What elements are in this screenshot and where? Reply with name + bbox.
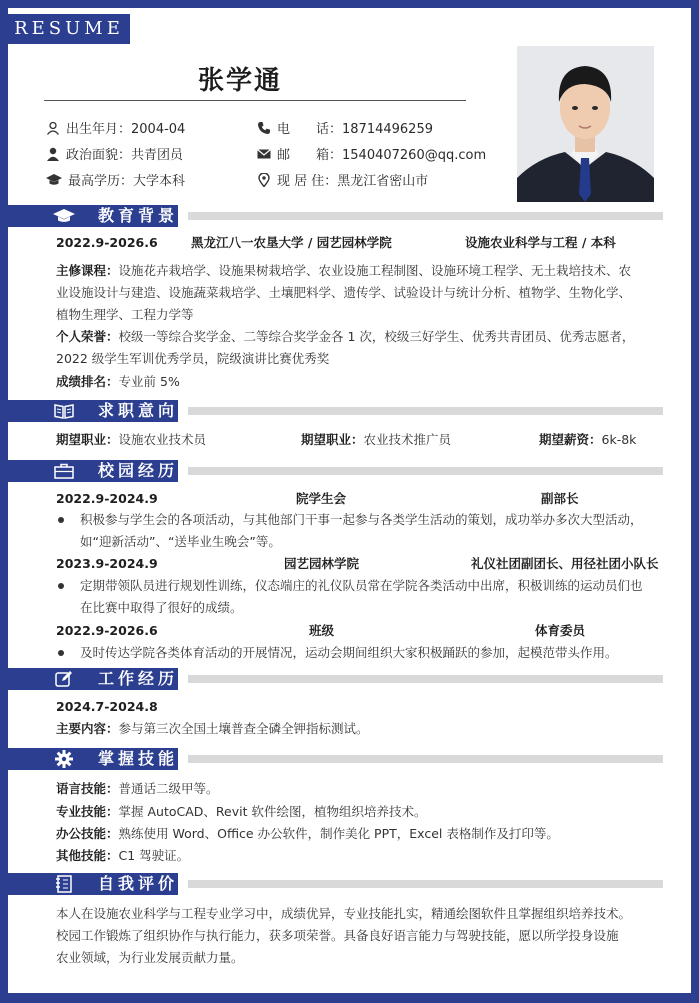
phone-label: 电 话： [277,122,343,137]
envelope-icon [257,147,271,161]
section-self-header [8,873,691,895]
birth-label: 出生年月： [66,122,132,137]
campus-1-desc [80,509,670,553]
job2-label: 期望职业： [301,432,364,447]
self-evaluation [56,903,666,969]
skill-office [56,824,559,844]
honors-line-2: 2022 级学生军训优秀学员，院级演讲比赛优秀奖 [56,351,330,366]
work-content-value: 参与第三次全国土壤普查全磷全钾指标测试。 [118,721,369,736]
skill-language [56,779,219,799]
edit-icon [52,669,76,689]
location-pin-icon [257,173,271,187]
campus-1-role: 副部长 [541,491,579,506]
section-skills-header [8,748,691,770]
job1-value: 设施农业技术员 [118,432,207,447]
phone-icon [257,121,271,135]
intent-job-2 [301,430,451,450]
phone-value: 18714496259 [342,122,433,137]
self-line-2: 校园工作锻炼了组织协作与执行能力，获多项荣誉。具备良好语言能力与驾驶技能，愿以所学投身设施 [56,928,619,943]
intent-job-1 [56,430,206,450]
gear-icon [52,749,76,769]
birth-info [46,118,185,137]
political-info [46,144,183,163]
education-info [46,170,185,189]
rank-label: 成绩排名： [56,374,119,389]
other-value: C1 驾驶证。 [118,848,190,863]
courses-label: 主修课程： [56,263,119,278]
pro-label: 专业技能： [56,804,119,819]
bullet [58,517,64,523]
pro-value: 掌握 AutoCAD、Revit 软件绘图，植物组织培养技术。 [118,804,427,819]
education-label: 最高学历： [68,174,134,189]
other-label: 其他技能： [56,848,119,863]
edu-major: 设施农业科学与工程 / 本科 [465,235,616,250]
campus-1-line-2: 如“迎新活动”、“送毕业生晚会”等。 [80,534,281,549]
bullet [58,583,64,589]
person-outline-icon [46,121,60,135]
section-title: 自我评价 [98,874,179,893]
birth-value: 2004-04 [131,122,186,137]
campus-3-org: 班级 [309,623,335,638]
notebook-icon [52,874,76,894]
courses-line-1: 设施花卉栽培学、设施果树栽培学、农业设施工程制图、设施环境工程学、无土栽培技术、农 [118,263,632,278]
courses-line-2: 业设施设计与建造、设施蔬菜栽培学、土壤肥料学、遗传学、试验设计与统计分析、植物学、生物化学、 [56,285,632,300]
graduation-cap-icon [46,173,62,187]
campus-2-line-1: 定期带领队员进行规划性训练，仪态端庄的礼仪队员常在学院各类活动中出席，积极训练的运动员们也 [80,578,643,593]
skill-professional [56,802,426,822]
courses-line-3: 植物生理学、工程力学等 [56,307,194,322]
lang-label: 语言技能： [56,781,119,796]
section-education-header [8,205,691,227]
self-line-3: 农业领域，为行业发展贡献力量。 [56,950,244,965]
job1-label: 期望职业： [56,432,119,447]
campus-1-period: 2022.9-2024.9 [56,491,158,506]
salary-value: 6k-8k [601,432,637,447]
salary-label: 期望薪资： [539,432,602,447]
section-intent-header [8,400,691,422]
campus-2-org: 园艺园林学院 [284,556,360,571]
email-info [257,144,486,163]
skill-other [56,846,189,866]
rank-value: 专业前 5% [118,374,180,389]
campus-1-line-1: 积极参与学生会的各项活动，与其他部门干事一起参与各类学生活动的策划，成功举办多次大型活动， [80,512,643,527]
campus-1-org: 院学生会 [296,491,347,506]
candidate-name: 张学通 [198,66,283,96]
campus-2-role: 礼仪社团副团长、用径社团小队长 [471,556,659,571]
work-content [56,719,369,739]
address-label: 现 居 住： [277,174,338,189]
graduation-cap-icon [52,206,76,226]
edu-rank [56,372,180,392]
campus-3-role: 体育委员 [535,623,586,638]
job2-value: 农业技术推广员 [363,432,452,447]
honors-label: 个人荣誉： [56,329,119,344]
campus-2-line-2: 在比赛中取得了很好的成绩。 [80,600,243,615]
honors-line-1: 校级一等综合奖学金、二等综合奖学金各 1 次，校级三好学生、优秀共青团员、优秀志愿者， [118,329,635,344]
section-title: 求职意向 [98,401,179,420]
section-title: 校园经历 [98,461,179,480]
intent-salary [539,430,636,450]
campus-2-period: 2023.9-2024.9 [56,556,158,571]
education-value: 大学本科 [133,174,186,189]
address-info [257,170,428,189]
name-divider [44,100,466,101]
work-period: 2024.7-2024.8 [56,699,158,714]
email-value: 1540407260@qq.com [342,148,487,163]
edu-courses [56,260,656,326]
edu-honors [56,326,656,370]
bullet [58,650,64,656]
profile-photo [517,46,654,202]
campus-2-desc [80,575,670,619]
phone-info [257,118,433,137]
office-value: 熟练使用 Word、Office 办公软件，制作美化 PPT，Excel 表格制作及打印等。 [118,826,559,841]
edu-period: 2022.9-2026.6 [56,235,158,250]
person-filled-icon [46,147,60,161]
email-label: 邮 箱： [277,148,343,163]
resume-page [8,8,691,993]
edu-school: 黑龙江八一农垦大学 / 园艺园林学院 [191,235,392,250]
self-line-1: 本人在设施农业科学与工程专业学习中，成绩优异，专业技能扎实，精通绘图软件且掌握组织培养技术。 [56,906,632,921]
work-content-label: 主要内容： [56,721,119,736]
book-icon [52,401,76,421]
resume-label: RESUME [8,14,130,44]
campus-3-period: 2022.9-2026.6 [56,623,158,638]
campus-3-desc [80,642,670,664]
briefcase-icon [52,461,76,481]
section-title: 掌握技能 [98,749,179,768]
political-value: 共青团员 [131,148,184,163]
political-label: 政治面貌： [66,148,132,163]
campus-3-line-1: 及时传达学院各类体育活动的开展情况，运动会期间组织大家积极踊跃的参加，起模范带头作用。 [80,645,618,660]
address-value: 黑龙江省密山市 [337,174,429,189]
office-label: 办公技能： [56,826,119,841]
section-work-header [8,668,691,690]
section-campus-header [8,460,691,482]
section-title: 教育背景 [98,206,179,225]
section-title: 工作经历 [98,669,179,688]
lang-value: 普通话二级甲等。 [118,781,219,796]
